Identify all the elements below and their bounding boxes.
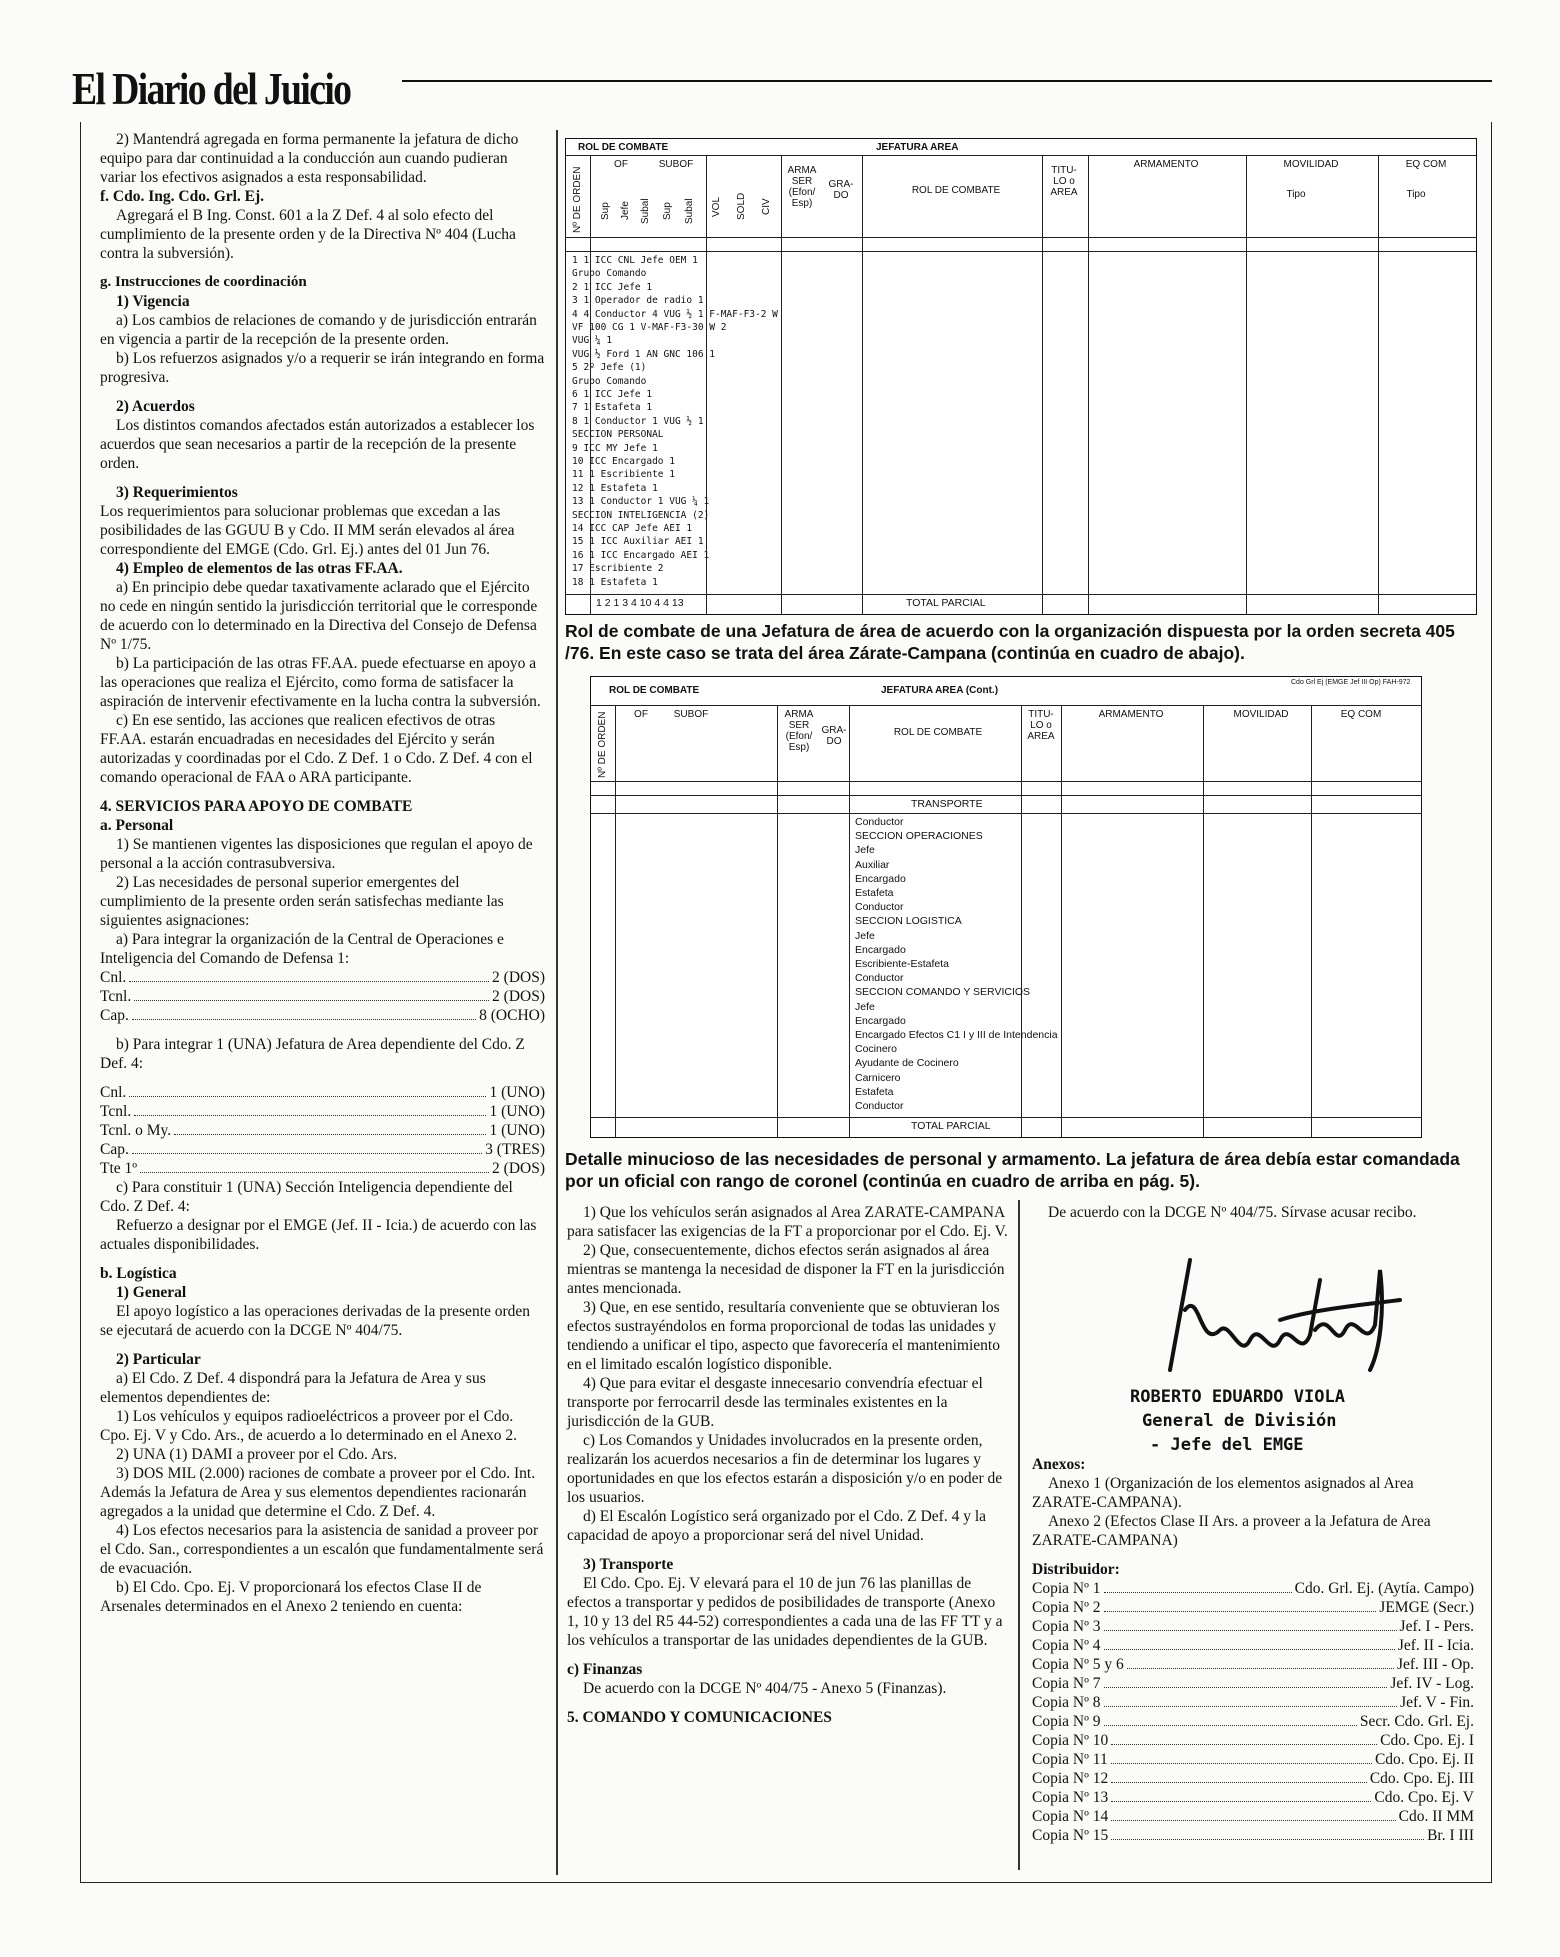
table-row: Auxiliar: [855, 858, 890, 871]
annex-item: Anexo 2 (Efectos Clase II Ars. a proveer a la Jefatura de Area ZARATE-CAMPANA): [1032, 1513, 1431, 1549]
annex-heading: Anexos:: [1032, 1456, 1086, 1473]
annex-distribution: [1032, 1455, 1474, 1845]
paragraph: a) En principio debe quedar taxativamente aclarado que el Ejército no cede en ningún sentido la jurisdicción territorial que le corresponde de acuerdo con lo determinado en la Directiva del Consejo de Defensa Nº 1/75.: [100, 579, 538, 653]
table-section-label: TRANSPORTE: [911, 798, 983, 810]
distribution-item: Copia Nº 4 Jef. II - Icia.: [1032, 1637, 1474, 1654]
paragraph: 1) Los vehículos y equipos radioeléctricos a proveer por el Cdo. Cpo. Ej. V y Cdo. Ars., de acuerdo a lo determinado en el Anexo 2.: [100, 1408, 517, 1444]
paragraph: 2) UNA (1) DAMI a proveer por el Cdo. Ars.: [116, 1446, 398, 1463]
table-row: SECCION OPERACIONES: [855, 830, 983, 843]
subheading: a. Personal: [100, 817, 174, 834]
subheading: 2) Particular: [116, 1351, 201, 1368]
table-row: 16 1 ICC Encargado AEI 1: [572, 549, 710, 561]
section-heading: g. Instrucciones de coordinación: [100, 274, 307, 290]
section-heading: f. Cdo. Ing. Cdo. Grl. Ej.: [100, 188, 265, 205]
subheading: 2) Acuerdos: [116, 398, 195, 415]
table-row: 6 1 ICC Jefe 1: [572, 389, 653, 400]
table-row: 7 1 Estafeta 1: [572, 402, 653, 414]
paragraph: c) En ese sentido, las acciones que realicen efectivos de otras FF.AA. estarán encuadradas en necesidades del Ejército y serán autorizadas y coordinadas por el Cdo. Z Def. 1 o Cdo. Z Def. 4 con el comando operacional de FAA o ARA participante.: [100, 712, 533, 786]
assignment-list-1: [100, 968, 545, 1025]
subheading: 1) General: [116, 1284, 187, 1301]
table-row: Estafeta: [855, 1085, 894, 1098]
distribution-item: Copia Nº 8 Jef. V - Fin.: [1032, 1694, 1474, 1711]
table-caption-1: Rol de combate de una Jefatura de área de acuerdo con la organización dispuesta por la orden secreta 405 /76. En este caso se trata del área Zárate-Campana (continúa en cuadro de abajo).: [565, 621, 1455, 663]
paragraph: b) Los refuerzos asignados y/o a requerir se irán integrando en forma progresiva.: [100, 350, 545, 386]
column-divider: [1018, 1200, 1020, 1870]
subheading: 3) Requerimientos: [116, 484, 238, 501]
distribution-heading: Distribuidor:: [1032, 1561, 1120, 1578]
distribution-item: Copia Nº 14 Cdo. II MM: [1032, 1808, 1474, 1825]
subheading: 4) Empleo de elementos de las otras FF.AA.: [116, 560, 403, 577]
subheading: 3) Transporte: [583, 1556, 674, 1573]
distribution-item: Copia Nº 5 y 6 Jef. III - Op.: [1032, 1656, 1474, 1673]
table-subtitle: JEFATURA AREA: [876, 142, 959, 153]
masthead: [72, 62, 1492, 122]
header-orden: Nº DE ORDEN: [572, 166, 583, 234]
table-row: 4 4 Conductor 4 VUG ½ 1 F-MAF-F3-2 W: [572, 308, 778, 320]
list-item: Cap. 3 (TRES): [100, 1141, 545, 1158]
table-row: Grupo Comando: [572, 268, 647, 280]
signer-rank: General de División: [1142, 1411, 1337, 1431]
table-subtitle: JEFATURA AREA (Cont.): [881, 685, 999, 696]
distribution-item: Copia Nº 11 Cdo. Cpo. Ej. II: [1032, 1751, 1474, 1768]
paragraph: c) Los Comandos y Unidades involucrados en la presente orden, realizarán los acuerdos necesarios a fin de determinar los lugares y oportunidades en que los efectos estarán a disposición y/o en poder de los usuarios.: [567, 1432, 1003, 1506]
distribution-item: Copia Nº 3 Jef. I - Pers.: [1032, 1618, 1474, 1635]
table-row: 13 1 Conductor 1 VUG ¼ 1: [572, 496, 710, 508]
paragraph: De acuerdo con la DCGE Nº 404/75. Sírvase acusar recibo.: [1048, 1204, 1417, 1221]
paragraph: 1) Se mantienen vigentes las disposiciones que regulan el apoyo de personal a la acción contrasubversiva.: [100, 836, 533, 872]
table-row: VUG ½ Ford 1 AN GNC 106 1: [572, 348, 715, 360]
table-row: Conductor: [855, 901, 904, 914]
paragraph: a) Para integrar la organización de la Central de Operaciones e Inteligencia del Comando de Defensa 1:: [100, 931, 504, 967]
table-row: Estafeta: [855, 887, 894, 899]
assignment-list-2: [100, 1083, 545, 1178]
table-row: Escribiente-Estafeta: [855, 958, 949, 970]
section-heading: b. Logística: [100, 1265, 177, 1282]
paragraph: c) Para constituir 1 (UNA) Sección Inteligencia dependiente del Cdo. Z Def. 4:: [100, 1179, 513, 1215]
table-row: 18 1 Estafeta 1: [572, 576, 658, 588]
header-subof: SUBOF: [658, 159, 694, 170]
table-row: Cocinero: [855, 1043, 898, 1056]
paragraph: 2) Mantendrá agregada en forma permanente la jefatura de dicho equipo para dar continuidad a la conducción aun cuando pudieran variar los efectivos asignados a esta responsabilidad.: [100, 131, 519, 186]
table-row: 17 Escribiente 2: [572, 563, 664, 575]
paragraph: Refuerzo a designar por el EMGE (Jef. II - Icia.) de acuerdo con las actuales disponibilidades.: [100, 1217, 537, 1253]
paragraph: d) El Escalón Logístico será organizado por el Cdo. Z Def. 4 y la capacidad de apoyo a proporcionar será del nivel Unidad.: [567, 1508, 987, 1544]
list-item: Tcnl. o My. 1 (UNO): [100, 1122, 545, 1139]
paragraph: a) Los cambios de relaciones de comando y de jurisdicción entrarán en vigencia a partir de la recepción de la presente orden.: [100, 312, 537, 348]
paragraph: 2) Que, consecuentemente, dichos efectos serán asignados al área mientras se mantenga la necesidad de disponer la FT en la jurisdicción antes mencionada.: [567, 1242, 1005, 1297]
combat-role-table-1: ROL DE COMBATE JEFATURA AREA OF SUBOF Nº DE ORDEN Sup Jefe Subal Sup Subal VOL SOLD CIV ARMA SER (Efon/ Esp) GRA- DO ROL DE COMBATE TITU- LO o AREA ARMAMENTO MOVILIDAD EQ COM Tipo Tipo 1 1 ICC CNL Jefe OEM 1 Grupo Comando 2 1 ICC Jefe 1 3 1 Operador de radio 1 4 4 Conductor 4 VUG ½ 1 F-MAF-F3-2 W VF 100 CG 1 V-MAF-F3-30 W 2 VUG ¼ 1 VUG ½ Ford 1 AN GNC 106 1 5 2º Jefe (1) Grupo Comando 6 1 ICC Jefe 1 7 1 Estafeta 1 8 1 Conductor 1 VUG ½ 1 SECCION PERSONAL 9 ICC MY Jefe 1 10 ICC Encargado 1 11 1 Escribiente 1 12 1 Estafeta 1 13 1 Conductor 1 VUG ¼ 1 SECCION INTELIGENCIA (2) 14 ICC CAP Jefe AEI 1 15 1 ICC Auxiliar AEI 1 16 1 ICC Encargado AEI 1 17 Escribiente 2 18 1 Estafeta 1 TOTAL PARCIAL 1 2 1 3 4 10 4 4 13: [565, 138, 1477, 615]
paragraph: Los distintos comandos afectados están autorizados a establecer los acuerdos que sean necesarios a partir de la recepción de la presente orden.: [100, 417, 535, 472]
paragraph: 4) Que para evitar el desgaste innecesario convendría efectuar el transporte por ferrocarril desde las terminales existentes en la jurisdicción de la GUB.: [567, 1375, 983, 1430]
table-caption-2: Detalle minucioso de las necesidades de personal y armamento. La jefatura de área debía estar comandada por un oficial con rango de coronel (continúa en cuadro de arriba en pág. 5).: [565, 1149, 1460, 1191]
paragraph: El Cdo. Cpo. Ej. V elevará para el 10 de jun 76 las planillas de efectos a transportar y pedidos de posibilidades de transporte (Anexo 1, 10 y 13 del R5 44-52) correspondientes a cada una de las FF TT y a los vehículos a transportar de las unidades dependientes de la GUB.: [567, 1575, 1003, 1649]
distribution-item: Copia Nº 10 Cdo. Cpo. Ej. I: [1032, 1732, 1474, 1749]
paragraph: 4) Los efectos necesarios para la asistencia de sanidad a proveer por el Cdo. San., correspondientes a un escalón que fundamentalmente será de evacuación.: [100, 1522, 544, 1577]
list-item: Tcnl. 1 (UNO): [100, 1103, 545, 1120]
paragraph: El apoyo logístico a las operaciones derivadas de la presente orden se ejecutará de acuerdo con la DCGE Nº 404/75.: [100, 1303, 531, 1339]
table-row: Ayudante de Cocinero: [855, 1057, 959, 1070]
distribution-item: Copia Nº 13 Cdo. Cpo. Ej. V: [1032, 1789, 1474, 1806]
table-row: 1 1 ICC CNL Jefe OEM 1: [572, 255, 698, 266]
table-row: Jefe: [855, 1000, 875, 1013]
table-row: 9 ICC MY Jefe 1: [572, 442, 658, 454]
handwritten-signature: [1130, 1250, 1450, 1380]
table-row: VUG ¼ 1: [572, 335, 613, 347]
subheading: 1) Vigencia: [116, 293, 190, 310]
list-item: Cap. 8 (OCHO): [100, 1007, 545, 1024]
distribution-list: [1032, 1579, 1474, 1845]
list-item: Cnl. 1 (UNO): [100, 1084, 545, 1101]
table-row: Conductor: [855, 816, 904, 828]
table-row: Jefe: [855, 929, 875, 942]
table-row: 14 ICC CAP Jefe AEI 1: [572, 523, 693, 534]
table-row: SECCION LOGISTICA: [855, 915, 962, 928]
left-column: [100, 130, 545, 1616]
paragraph: b) Para integrar 1 (UNA) Jefatura de Area dependiente del Cdo. Z Def. 4:: [100, 1036, 525, 1072]
table-row: 10 ICC Encargado 1: [572, 456, 675, 467]
list-item: Cnl. 2 (DOS): [100, 969, 545, 986]
table-row: 2 1 ICC Jefe 1: [572, 281, 653, 293]
signer-name: ROBERTO EDUARDO VIOLA: [1130, 1387, 1345, 1407]
table-row: SECCION COMANDO Y SERVICIOS: [855, 986, 1031, 999]
distribution-item: Copia Nº 2 JEMGE (Secr.): [1032, 1599, 1474, 1616]
distribution-item: Copia Nº 12 Cdo. Cpo. Ej. III: [1032, 1770, 1474, 1787]
table-totals: 1 2 1 3 4 10 4 4 13: [596, 597, 684, 609]
table-row: Encargado Efectos C1 I y III de Intendencia: [855, 1029, 1058, 1041]
table-title: ROL DE COMBATE: [578, 142, 669, 153]
paragraph: b) El Cdo. Cpo. Ej. V proporcionará los efectos Clase II de Arsenales determinados en el Anexo 2 teniendo en cuenta:: [100, 1579, 482, 1615]
paragraph: Los requerimientos para solucionar problemas que excedan a las posibilidades de las GGUU B y Cdo. II MM serán elevados al área correspondiente del EMGE (Cdo. Grl. Ej.) antes del 01 Jun 76.: [100, 503, 515, 558]
section-heading: 4. SERVICIOS PARA APOYO DE COMBATE: [100, 798, 413, 815]
table-row: Encargado: [855, 1014, 906, 1027]
list-item: Tte 1º 2 (DOS): [100, 1160, 545, 1177]
paragraph: 2) Las necesidades de personal superior emergentes del cumplimiento de la presente orden serán satisfechas mediante las siguientes asignaciones:: [100, 874, 504, 929]
table-row: SECCION PERSONAL: [572, 429, 664, 441]
paragraph: Agregará el B Ing. Const. 601 a la Z Def. 4 al solo efecto del cumplimiento de la presente orden y de la Directiva Nº 404 (Lucha contra la subversión).: [100, 207, 516, 262]
table-total-label: TOTAL PARCIAL: [911, 1120, 991, 1132]
signer-role: - Jefe del EMGE: [1150, 1435, 1304, 1455]
right-column: [1032, 1203, 1474, 1222]
table-row: SECCION INTELIGENCIA (2): [572, 509, 710, 521]
table-row: Encargado: [855, 943, 906, 956]
table-row: Jefe: [855, 844, 875, 857]
distribution-item: Copia Nº 9 Secr. Cdo. Grl. Ej.: [1032, 1713, 1474, 1730]
section-heading: 5. COMANDO Y COMUNICACIONES: [567, 1709, 832, 1726]
table-row: 12 1 Estafeta 1: [572, 482, 658, 494]
distribution-item: Copia Nº 7 Jef. IV - Log.: [1032, 1675, 1474, 1692]
table-row: 3 1 Operador de radio 1: [572, 295, 704, 307]
table-row: VF 100 CG 1 V-MAF-F3-30 W 2: [572, 322, 727, 333]
table-row: Conductor: [855, 1100, 904, 1112]
header-of: OF: [614, 159, 628, 170]
table-row: 8 1 Conductor 1 VUG ½ 1: [572, 415, 704, 427]
paragraph: b) La participación de las otras FF.AA. puede efectuarse en apoyo a las operaciones que realiza el Ejército, como forma de satisfacer la aspiración de intervenir efectivamente en la lucha contra la subversión.: [100, 655, 541, 710]
paragraph: 1) Que los vehículos serán asignados al Area ZARATE-CAMPANA para satisfacer las exigencias de la FT a proporcionar por el Cdo. Ej. V.: [567, 1204, 1008, 1240]
combat-role-table-2: ROL DE COMBATE JEFATURA AREA (Cont.) Cdo Grl Ej (EMGE Jef III Op) FAH-972 OF SUBOF Nº DE ORDEN ARMA SER (Efon/ Esp) GRA- DO ROL DE COMBATE TITU- LO o AREA ARMAMENTO MOVILIDAD EQ COM TRANSPORTE Conductor SECCION OPERACIONES Jefe Auxiliar Encargado Estafeta Conductor SECCION LOGISTICA Jefe Encargado Escribiente-Estafeta Conductor SECCION COMANDO Y SERVICIOS Jefe Encargado Encargado Efectos C1 I y III de Intendencia Cocinero Ayudante de Cocinero Carnicero Estafeta Conductor TOTAL PARCIAL: [590, 676, 1422, 1138]
table-row: 5 2º Jefe (1): [572, 362, 647, 374]
middle-column: [567, 1203, 1010, 1727]
list-item: Tcnl. 2 (DOS): [100, 988, 545, 1005]
subheading: c) Finanzas: [567, 1661, 643, 1678]
paragraph: De acuerdo con la DCGE Nº 404/75 - Anexo 5 (Finanzas).: [583, 1680, 947, 1697]
table-row: Encargado: [855, 872, 906, 885]
table-row: 15 1 ICC Auxiliar AEI 1: [572, 536, 704, 548]
column-divider: [556, 130, 558, 1875]
paragraph: 3) DOS MIL (2.000) raciones de combate a proveer por el Cdo. Int. Además la Jefatura de Area y sus elementos dependientes racionarán agregados a la unidad que determine el Cdo. Z Def. 4.: [100, 1465, 536, 1520]
paragraph: 3) Que, en ese sentido, resultaría conveniente que se obtuvieran los efectos sustrayéndolos en forma proporcional de todas las unidades y tendiendo a unificar el tipo, aspecto que favorecería el mantenimiento en el limitado escalón logístico disponible.: [567, 1299, 1000, 1373]
table-title: ROL DE COMBATE: [609, 685, 700, 696]
table-row: 11 1 Escribiente 1: [572, 469, 675, 481]
distribution-item: Copia Nº 1 Cdo. Grl. Ej. (Aytía. Campo): [1032, 1580, 1474, 1597]
table-row: Conductor: [855, 972, 904, 985]
table-total-label: TOTAL PARCIAL: [906, 597, 986, 609]
masthead-rule: [402, 80, 1492, 82]
paragraph: a) El Cdo. Z Def. 4 dispondrá para la Jefatura de Area y sus elementos dependientes de:: [100, 1370, 486, 1406]
table-row: Carnicero: [855, 1071, 901, 1084]
signature-block: [1130, 1250, 1460, 1455]
distribution-item: Copia Nº 15 Br. I III: [1032, 1827, 1474, 1844]
annex-item: Anexo 1 (Organización de los elementos asignados al Area ZARATE-CAMPANA).: [1032, 1475, 1414, 1511]
newspaper-title: El Diario del Juicio: [72, 63, 351, 114]
table-reference: Cdo Grl Ej (EMGE Jef III Op) FAH-972: [1291, 679, 1411, 686]
table-row: Grupo Comando: [572, 375, 647, 387]
